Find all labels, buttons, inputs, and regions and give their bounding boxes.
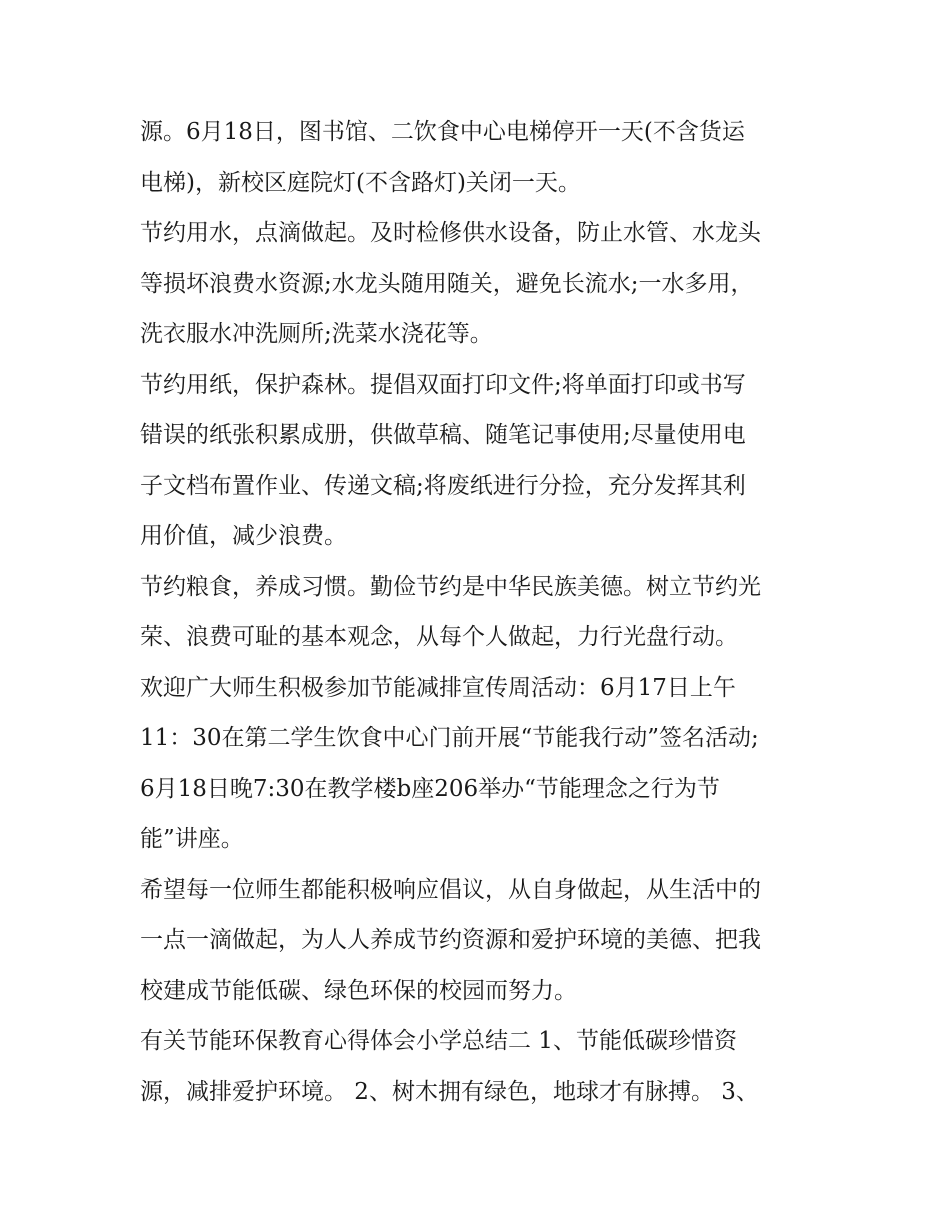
text-line: 11：30在第二学生饮食中心门前开展“节能我行动”签名活动; <box>140 725 759 751</box>
text-line: 错误的纸张积累成册，供做草稿、随笔记事使用;尽量使用电 <box>140 422 746 448</box>
text-line: 洗衣服水冲洗厕所;洗菜水浇花等。 <box>140 321 493 347</box>
text-line: 欢迎广大师生积极参加节能减排宣传周活动：6月17日上午 <box>140 674 736 701</box>
text-line: 节约用水，点滴做起。及时检修供水设备，防止水管、水龙头 <box>140 220 761 246</box>
text-line: 希望每一位师生都能积极响应倡议，从自身做起，从生活中的 <box>140 876 761 903</box>
text-line: 用价值，减少浪费。 <box>140 523 347 549</box>
text-line: 节约用纸，保护森林。提倡双面打印文件;将单面打印或书写 <box>140 371 746 398</box>
text-line: 有关节能环保教育心得体会小学总结二 1、节能低碳珍惜资 <box>140 1028 737 1054</box>
text-line: 源。6月18日，图书馆、二饮食中心电梯停开一天(不含货运 <box>140 119 745 145</box>
text-line: 6月18日晚7:30在教学楼b座206举办“节能理念之行为节 <box>140 775 720 802</box>
text-line: 节约粮食，养成习惯。勤俭节约是中华民族美德。树立节约光 <box>140 573 761 600</box>
text-line: 电梯)，新校区庭院灯(不含路灯)关闭一天。 <box>140 169 581 196</box>
text-line: 等损坏浪费水资源;水龙头随用随关，避免长流水;一水多用， <box>140 270 754 297</box>
text-line: 子文档布置作业、传递文稿;将废纸进行分捡，充分发挥其利 <box>140 472 746 499</box>
document-body <box>140 107 830 1117</box>
text-line: 校建成节能低碳、绿色环保的校园而努力。 <box>140 977 577 1004</box>
text-line: 一点一滴做起，为人人养成节约资源和爱护环境的美德、把我 <box>140 927 761 953</box>
text-line: 荣、浪费可耻的基本观念，从每个人做起，力行光盘行动。 <box>140 624 738 650</box>
text-line: 能”讲座。 <box>140 826 244 852</box>
text-line: 源，减排爱护环境。 2、树木拥有绿色，地球才有脉搏。 3、 <box>140 1078 759 1105</box>
